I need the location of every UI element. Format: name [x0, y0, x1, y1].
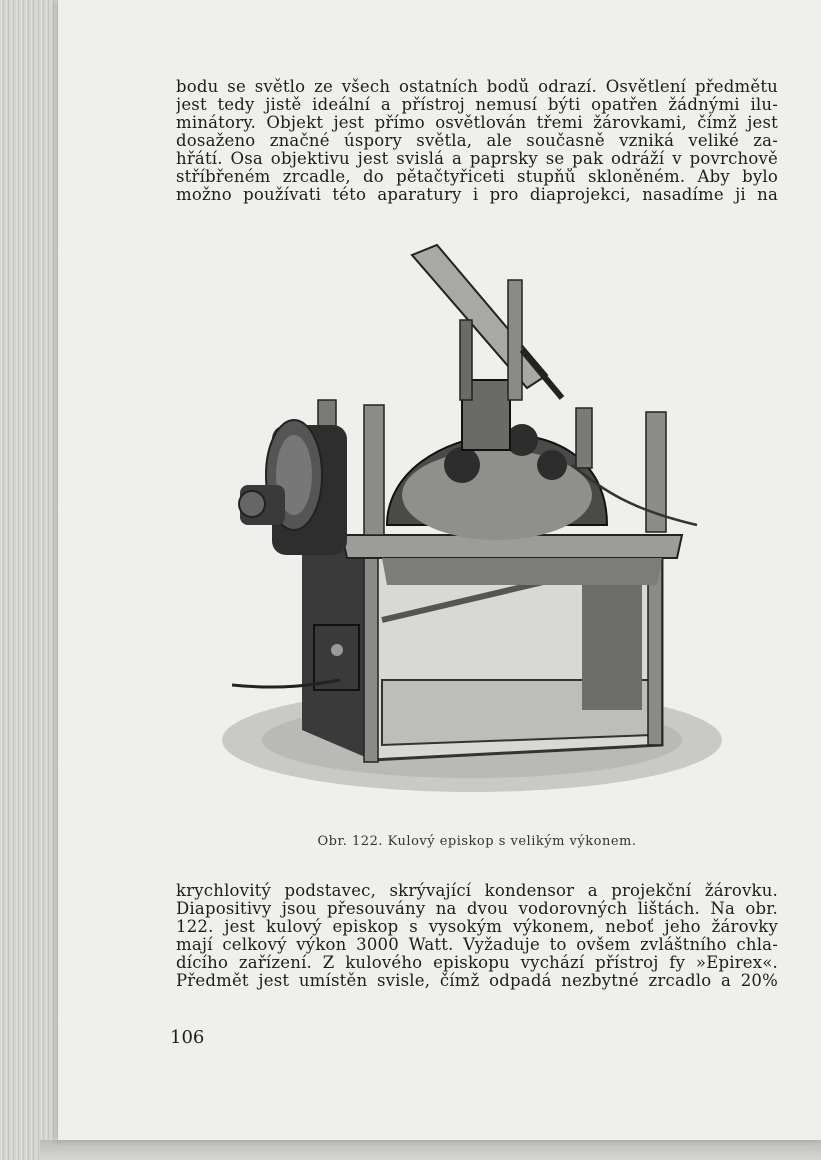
page-number: 106: [170, 1027, 205, 1048]
text-line: možno používati této aparatury i pro diaprojekci, nasadíme ji na: [176, 186, 778, 204]
text-line: hřátí. Osa objektivu jest svislá a paprsky se pak odráží v povrchově: [176, 150, 778, 168]
text-line: minátory. Objekt jest přímo osvětlován třemi žárovkami, čímž jest: [176, 114, 778, 132]
text-line: stříbřeném zrcadle, do pětačtyřiceti stupňů skloněném. Aby bylo: [176, 168, 778, 186]
text-line: bodu se světlo ze všech ostatních bodů odrazí. Osvětlení předmětu: [176, 78, 778, 96]
text-line: 122. jest kulový episkop s vysokým výkonem, neboť jeho žárovky: [176, 918, 778, 936]
text-line: jest tedy jistě ideální a přístroj nemusí býti opatřen žádnými ilu-: [176, 96, 778, 114]
paragraph-top: [176, 78, 778, 204]
book-bottom-edge: [40, 1140, 821, 1160]
text-line: mají celkový výkon 3000 Watt. Vyžaduje to ovšem zvláštního chla-: [176, 936, 778, 954]
text-line: dosaženo značné úspory světla, ale současně vzniká veliké za-: [176, 132, 778, 150]
mirror: [412, 245, 547, 388]
figure-caption: Obr. 122. Kulový episkop s velikým výkonem.: [317, 834, 637, 849]
text-line: krychlovitý podstavec, skrývající kondensor a projekční žárovku.: [176, 882, 778, 900]
text-line: Diapositivy jsou přesouvány na dvou vodorovných lištách. Na obr.: [176, 900, 778, 918]
text-line: Předmět jest umístěn svisle, čímž odpadá nezbytné zrcadlo a 20%: [176, 972, 778, 990]
paragraph-bottom: [176, 882, 778, 990]
text-line: dícího zařízení. Z kulového episkopu vychází přístroj fy »Epirex«.: [176, 954, 778, 972]
post: [364, 405, 384, 535]
episcope-illustration: [222, 240, 732, 810]
